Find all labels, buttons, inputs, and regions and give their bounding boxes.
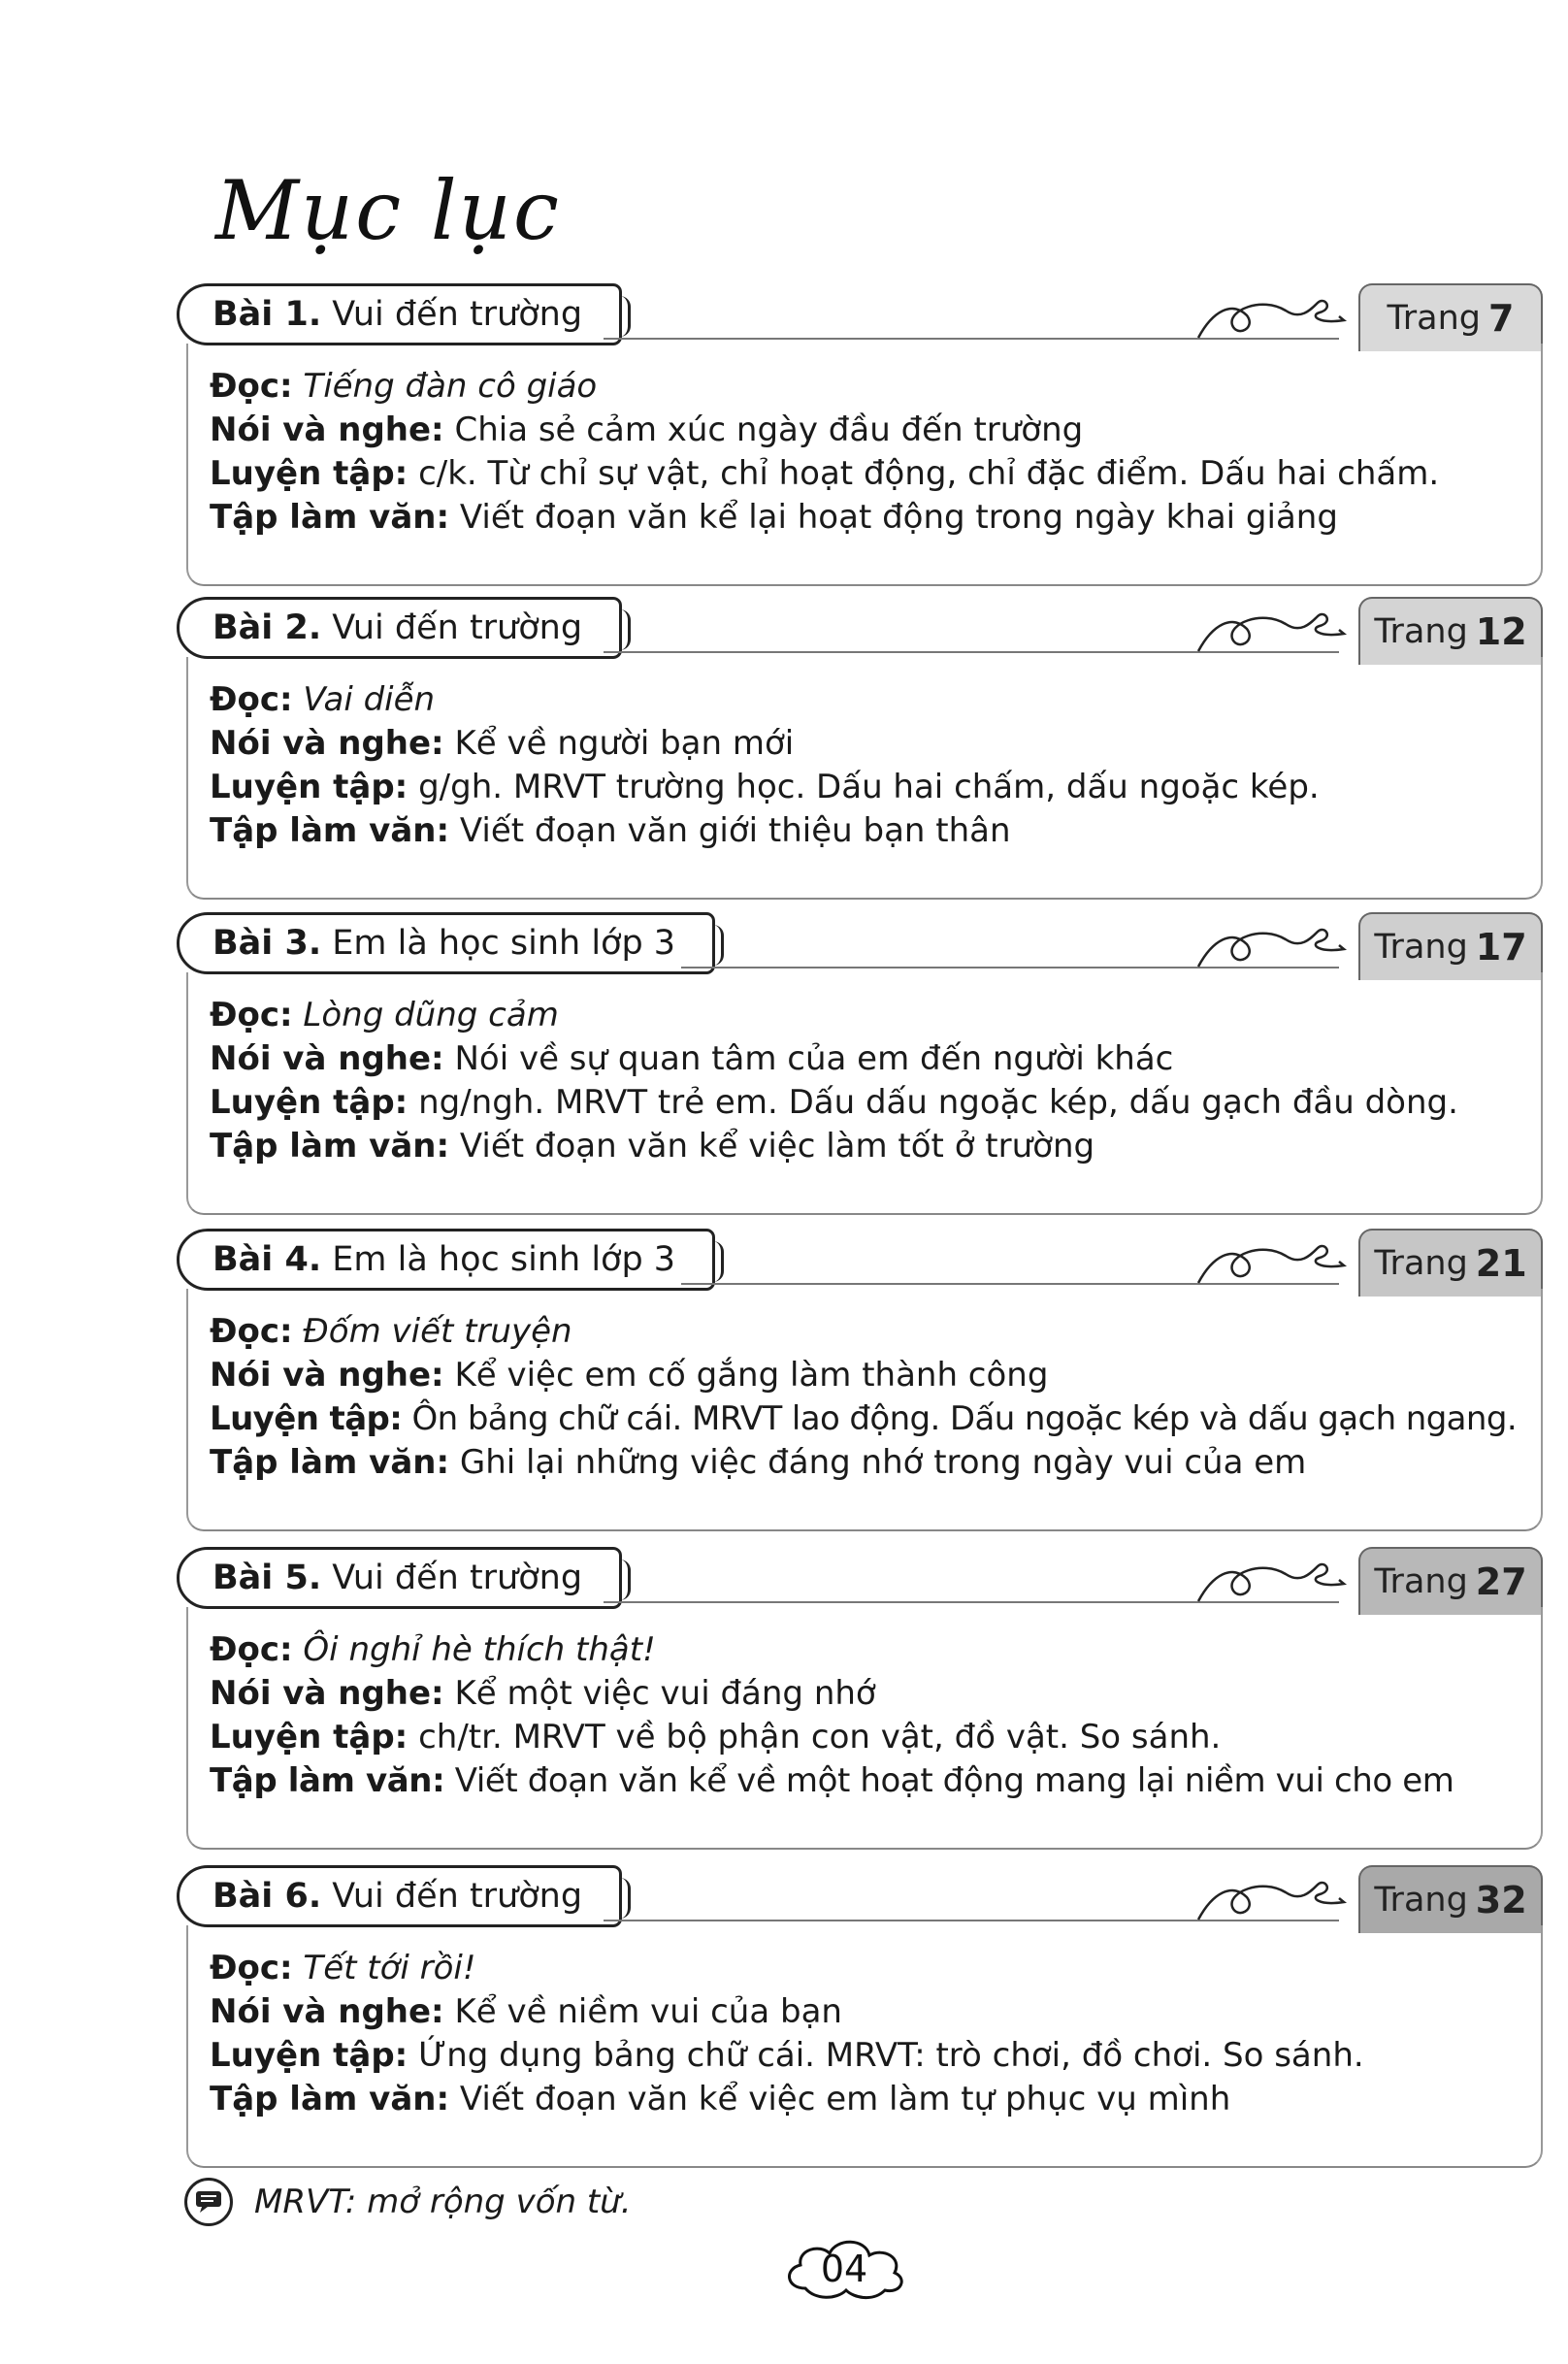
speaking-text: Kể về niềm vui của bạn <box>454 1992 842 2031</box>
writing-label: Tập làm văn: <box>210 2080 450 2118</box>
practice-line <box>210 2034 1541 2078</box>
lesson-header <box>177 283 1543 351</box>
lesson-body <box>186 1289 1543 1531</box>
page-tab-number: 32 <box>1475 1879 1527 1921</box>
reading-line <box>210 1310 1541 1354</box>
speaking-line <box>210 1990 1541 2034</box>
speaking-label: Nói và nghe: <box>210 1039 444 1078</box>
speaking-label: Nói và nghe: <box>210 1674 444 1713</box>
lesson-number: Bài 2. <box>212 608 322 647</box>
reading-label: Đọc: <box>210 1630 293 1669</box>
page-tab-label: Trang <box>1374 1881 1468 1920</box>
lesson-body <box>186 1925 1543 2168</box>
writing-line <box>210 1125 1541 1168</box>
lesson-title-pill <box>177 283 622 345</box>
writing-text: Viết đoạn văn kể việc làm tốt ở trường <box>459 1127 1095 1166</box>
practice-label: Luyện tập: <box>210 2036 408 2075</box>
practice-line <box>210 452 1541 496</box>
practice-label: Luyện tập: <box>210 1718 408 1757</box>
speaking-text: Kể về người bạn mới <box>454 724 795 763</box>
reading-label: Đọc: <box>210 996 293 1034</box>
lesson-header <box>177 1547 1543 1615</box>
writing-line <box>210 809 1541 853</box>
reading-label: Đọc: <box>210 1949 293 1987</box>
page-tab-label: Trang <box>1374 1562 1468 1601</box>
swirl-ornament-icon <box>1193 920 1349 970</box>
lesson-number: Bài 1. <box>212 295 322 334</box>
page-tab[interactable] <box>1358 597 1543 665</box>
lesson-header <box>177 597 1543 665</box>
page-tab-number: 17 <box>1475 926 1527 969</box>
practice-line <box>210 1397 1541 1441</box>
speech-bubble-icon <box>184 2178 233 2226</box>
swirl-ornament-icon <box>1193 1236 1349 1287</box>
writing-text: Ghi lại những việc đáng nhớ trong ngày vui của em <box>459 1443 1307 1482</box>
page-tab-number: 27 <box>1475 1560 1527 1603</box>
page-tab-number: 7 <box>1488 297 1515 340</box>
lesson-body <box>186 1607 1543 1850</box>
speaking-line <box>210 722 1541 766</box>
lesson-body <box>186 972 1543 1215</box>
reading-text: Lòng dũng cảm <box>303 996 559 1034</box>
practice-text: ch/tr. MRVT về bộ phận con vật, đồ vật. So sánh. <box>418 1718 1222 1757</box>
swirl-ornament-icon <box>1193 1873 1349 1923</box>
reading-text: Tiếng đàn cô giáo <box>303 367 598 406</box>
practice-text: Ôn bảng chữ cái. MRVT lao động. Dấu ngoặc kép và dấu gạch ngang. <box>411 1399 1518 1438</box>
practice-label: Luyện tập: <box>210 454 408 493</box>
lesson-header <box>177 912 1543 980</box>
writing-text: Viết đoạn văn kể lại hoạt động trong ngày khai giảng <box>459 498 1338 537</box>
page-tab-number: 21 <box>1475 1242 1527 1285</box>
lesson-name: Em là học sinh lớp 3 <box>332 1240 676 1279</box>
reading-text: Tết tới rồi! <box>303 1949 476 1987</box>
note-text: MRVT: mở rộng vốn từ. <box>254 2183 632 2221</box>
lesson-header <box>177 1865 1543 1933</box>
page-tab-label: Trang <box>1374 1244 1468 1283</box>
lesson-number: Bài 4. <box>212 1240 322 1279</box>
speaking-label: Nói và nghe: <box>210 1356 444 1395</box>
practice-line <box>210 766 1541 809</box>
reading-line <box>210 1628 1541 1672</box>
practice-label: Luyện tập: <box>210 1399 403 1438</box>
lesson-body <box>186 657 1543 900</box>
page-tab-label: Trang <box>1387 299 1482 338</box>
writing-line <box>210 1441 1541 1485</box>
writing-label: Tập làm văn: <box>210 811 450 850</box>
speaking-line <box>210 1672 1541 1716</box>
speaking-line <box>210 1354 1541 1397</box>
reading-label: Đọc: <box>210 680 293 719</box>
lesson-number: Bài 3. <box>212 924 322 963</box>
writing-line <box>210 2078 1541 2121</box>
swirl-ornament-icon <box>1193 1555 1349 1605</box>
reading-text: Ôi nghỉ hè thích thật! <box>303 1630 656 1669</box>
lesson-title-pill <box>177 1865 622 1927</box>
reading-line <box>210 365 1541 409</box>
writing-text: Viết đoạn văn kể việc em làm tự phục vụ mình <box>459 2080 1231 2118</box>
writing-text: Viết đoạn văn giới thiệu bạn thân <box>459 811 1011 850</box>
speaking-text: Kể một việc vui đáng nhớ <box>454 1674 876 1713</box>
speaking-label: Nói và nghe: <box>210 410 444 449</box>
lesson-name: Vui đến trường <box>332 608 583 647</box>
page-tab-number: 12 <box>1475 610 1527 653</box>
speaking-line <box>210 409 1541 452</box>
speaking-label: Nói và nghe: <box>210 1992 444 2031</box>
page-title: Mục lục <box>215 163 561 258</box>
speaking-text: Nói về sự quan tâm của em đến người khác <box>454 1039 1174 1078</box>
writing-line <box>210 496 1541 540</box>
practice-text: ng/ngh. MRVT trẻ em. Dấu dấu ngoặc kép, dấu gạch đầu dòng. <box>418 1083 1458 1122</box>
lesson-title-pill <box>177 1229 715 1291</box>
speaking-label: Nói và nghe: <box>210 724 444 763</box>
practice-line <box>210 1081 1541 1125</box>
page-tab-label: Trang <box>1374 928 1468 967</box>
lesson-name: Em là học sinh lớp 3 <box>332 924 676 963</box>
swirl-ornament-icon <box>1193 291 1349 342</box>
writing-text: Viết đoạn văn kể về một hoạt động mang lại niềm vui cho em <box>454 1761 1454 1800</box>
writing-label: Tập làm văn: <box>210 1127 450 1166</box>
page-tab[interactable] <box>1358 912 1543 980</box>
page-tab[interactable] <box>1358 1229 1543 1297</box>
speaking-text: Kể việc em cố gắng làm thành công <box>454 1356 1049 1395</box>
lesson-name: Vui đến trường <box>332 295 583 334</box>
practice-text: c/k. Từ chỉ sự vật, chỉ hoạt động, chỉ đặc điểm. Dấu hai chấm. <box>418 454 1440 493</box>
lesson-number: Bài 6. <box>212 1877 322 1916</box>
practice-text: Ứng dụng bảng chữ cái. MRVT: trò chơi, đồ chơi. So sánh. <box>418 2036 1364 2075</box>
reading-line <box>210 994 1541 1037</box>
abbreviation-note <box>184 2178 632 2226</box>
reading-text: Đốm viết truyện <box>303 1312 572 1351</box>
speaking-line <box>210 1037 1541 1081</box>
page-tab[interactable] <box>1358 1865 1543 1933</box>
practice-text: g/gh. MRVT trường học. Dấu hai chấm, dấu ngoặc kép. <box>418 768 1320 806</box>
reading-line <box>210 1947 1541 1990</box>
lesson-number: Bài 5. <box>212 1559 322 1597</box>
writing-label: Tập làm văn: <box>210 498 450 537</box>
page-number: 04 <box>820 2248 868 2290</box>
reading-label: Đọc: <box>210 367 293 406</box>
writing-line <box>210 1759 1541 1803</box>
lesson-title-pill <box>177 597 622 659</box>
swirl-ornament-icon <box>1193 605 1349 655</box>
practice-label: Luyện tập: <box>210 768 408 806</box>
practice-line <box>210 1716 1541 1759</box>
page-number-badge <box>776 2230 912 2308</box>
writing-label: Tập làm văn: <box>210 1761 445 1800</box>
writing-label: Tập làm văn: <box>210 1443 450 1482</box>
page-tab-label: Trang <box>1374 612 1468 651</box>
page-tab[interactable] <box>1358 283 1543 351</box>
reading-text: Vai diễn <box>303 680 436 719</box>
reading-line <box>210 678 1541 722</box>
lesson-header <box>177 1229 1543 1297</box>
lesson-name: Vui đến trường <box>332 1559 583 1597</box>
practice-label: Luyện tập: <box>210 1083 408 1122</box>
lesson-body <box>186 344 1543 586</box>
lesson-name: Vui đến trường <box>332 1877 583 1916</box>
reading-label: Đọc: <box>210 1312 293 1351</box>
lesson-title-pill <box>177 1547 622 1609</box>
speaking-text: Chia sẻ cảm xúc ngày đầu đến trường <box>454 410 1084 449</box>
lesson-title-pill <box>177 912 715 974</box>
page-tab[interactable] <box>1358 1547 1543 1615</box>
